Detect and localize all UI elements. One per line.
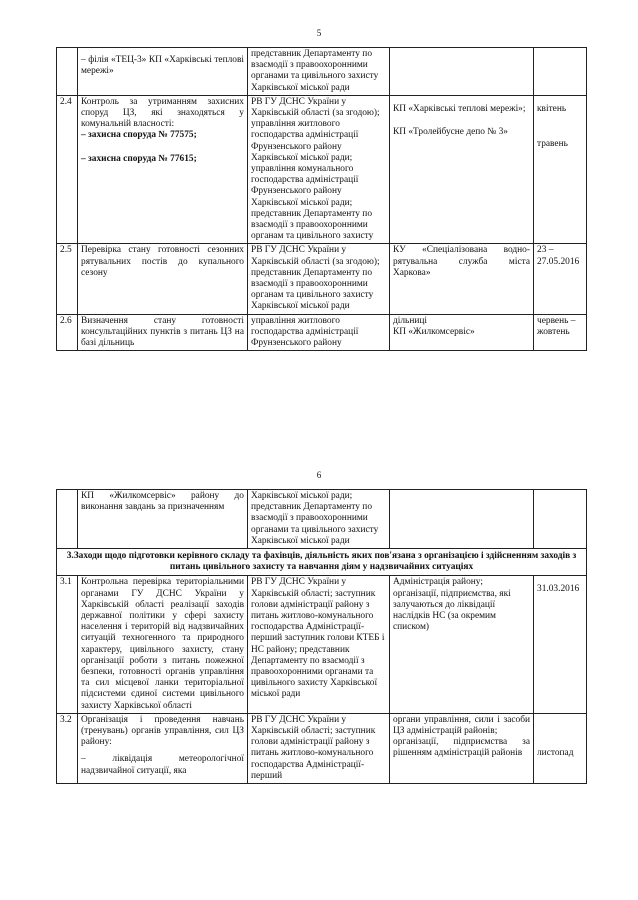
row-number: 3.2 [57, 713, 78, 783]
activity-cell [78, 95, 248, 244]
involved-cell: Адміністрація району; організації, підприємства, які залучаються до ліквідації наслідків НС (за окремим списком) [390, 576, 534, 713]
term-cell [534, 713, 587, 783]
executor-cell: представник Департаменту по взаємодії з правоохоронними органами та цивільного захисту Харківської міської ради [248, 48, 390, 96]
row-number: 2.5 [57, 244, 78, 314]
table-row [57, 314, 587, 351]
executor-cell: РВ ГУ ДСНС України у Харківській області (за згодою); управління житлового господарства адміністрації Фрунзенського району Харківської міської ради; управління комунального господарства адміністрації Фрунзенського району Харківської міської ради; представник Департаменту по взаємодії з правоохоронними органам та цивільного захисту [248, 95, 390, 244]
activity-subitem: – ліквідація метеорологічної надзвичайної ситуації, яка [81, 754, 244, 776]
page-number-6: 6 [316, 470, 322, 480]
activity-cell: Визначення стану готовності консультаційних пунктів з питань ЦЗ на базі дільниць [78, 314, 248, 351]
involved-cell [390, 95, 534, 244]
activity-text: – філія «ТЕЦ-3» КП «Харківські теплові мережі» [81, 55, 244, 77]
activity-cell [78, 48, 248, 96]
row-number [57, 48, 78, 96]
activity-text: Контроль за утриманням захисних споруд ЦЗ, які знаходяться у комунальній власності: [81, 96, 244, 130]
activity-cell: КП «Жилкомсервіс» району до виконання завдань за призначенням [78, 490, 248, 549]
table-row [57, 48, 587, 96]
activity-cell: Контрольна перевірка територіальними органами ГУ ДСНС України у Харківській області реалізації заходів державної політики у сфері захисту населення і територій від надзвичайних ситуацій техногенного та природного характеру, цивільного захисту, стану організації роботи з питань пожежної безпеки, готовності органів управління та сил місцевої ланки територіальної підсистеми єдиної системи цивільного захисту Харківської області [78, 576, 248, 713]
involved-cell: КУ «Спеціалізована водно-рятувальна служба міста Харкова» [390, 244, 534, 314]
involved-cell [390, 314, 534, 351]
involved-text: КП «Харківські теплові мережі»; [393, 103, 526, 114]
term-cell: 31.03.2016 [534, 576, 587, 713]
table-row [57, 490, 587, 549]
involved-text: дільниці [393, 315, 427, 326]
term-cell [534, 95, 587, 244]
table-row [57, 576, 587, 713]
executor-cell: РВ ГУ ДСНС України у Харківській області (за згодою); представник Департаменту по взаємодії з правоохоронними органам та цивільного захисту Харківської міської ради [248, 244, 390, 314]
shelter-item: – захисна споруда № 77575; [81, 130, 197, 141]
row-number: 2.4 [57, 95, 78, 244]
table-row [57, 713, 587, 783]
involved-text: КП «Тролейбусне депо № 3» [393, 127, 508, 138]
executor-cell: Харківської міської ради; представник Департаменту по взаємодії з правоохоронними органами та цивільного захисту Харківської міської ради [248, 490, 390, 549]
row-number: 2.6 [57, 314, 78, 351]
activity-text: Організація і проведення навчань (тренувань) органів управління, сил ЦЗ району: [81, 714, 244, 748]
table-row [57, 95, 587, 244]
row-number [57, 490, 78, 549]
activity-cell [78, 713, 248, 783]
term-text: листопад [537, 747, 574, 758]
table-row [57, 244, 587, 314]
involved-text: органи управління, сили і засоби ЦЗ адміністрацій районів; [393, 714, 530, 737]
term-cell: червень – жовтень [534, 314, 587, 351]
term-cell [534, 490, 587, 549]
section-header-row [57, 549, 587, 576]
term-cell [534, 48, 587, 96]
executor-cell: управління житлового господарства адміністрації Фрунзенського району [248, 314, 390, 351]
term-text: травень [537, 139, 568, 150]
activity-cell: Перевірка стану готовності сезонних рятувальних постів до купального сезону [78, 244, 248, 314]
term-cell: 23 – 27.05.2016 [534, 244, 587, 314]
plan-table-page6 [56, 489, 587, 784]
plan-table-page5 [56, 47, 587, 351]
page-number-5: 5 [316, 28, 322, 38]
involved-cell [390, 713, 534, 783]
involved-text: КП «Жилкомсервіс» [393, 326, 475, 337]
shelter-item: – захисна споруда № 77615; [81, 153, 197, 164]
term-text: квітень [537, 103, 567, 114]
involved-text: організації, підприємства за рішенням адміністрацій районів [393, 737, 530, 759]
involved-cell [390, 490, 534, 549]
row-number: 3.1 [57, 576, 78, 713]
involved-cell [390, 48, 534, 96]
executor-cell: РВ ГУ ДСНС України у Харківській області; заступник голови адміністрації району з питань житлово-комунального господарства Адміністрації-перший [248, 713, 390, 783]
executor-cell: РВ ГУ ДСНС України у Харківській області; заступник голови адміністрації району з питань житлово-комунального господарства Адміністрації-перший заступник голови КТЕБ і НС району; представник Департаменту по взаємодії з правоохоронними органами та цивільного захисту Харківської міської ради [248, 576, 390, 713]
section-3-title: 3.Заходи щодо підготовки керівного складу та фахівців, діяльність яких пов'язана з організацією і здійсненням заходів з питань цивільного захисту та навчання діям у надзвичайних ситуаціях [57, 549, 587, 576]
